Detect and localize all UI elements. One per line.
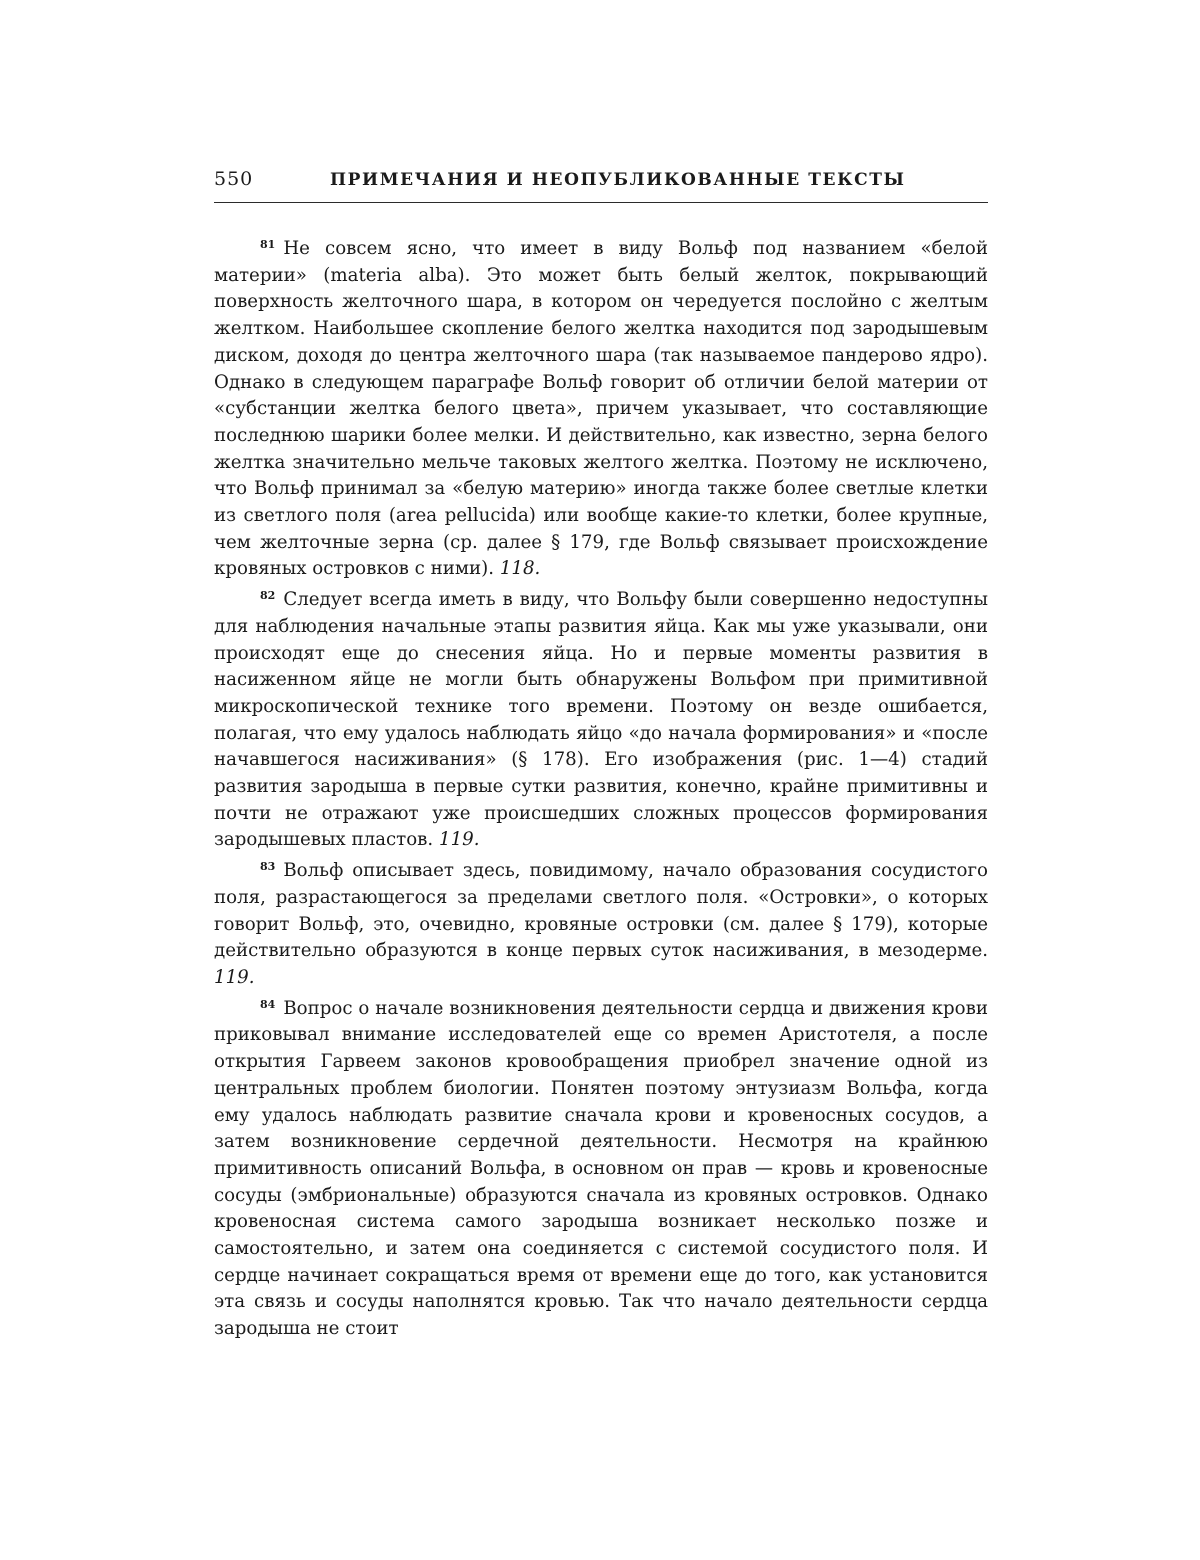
note-page-reference: 118. [500, 558, 541, 579]
note-text: Следует всегда иметь в виду, что Вольфу были совершенно недоступны для наблюдения начальные этапы развития яйца. Как мы уже указывали, они происходят еще до снесения яйца. Но и первые моменты развития в насиженном яйце не могли быть обнаружены Вольфом при примитивной микроскопической технике того времени. Поэтому он везде ошибается, полагая, что ему удалось наблюдать яйцо «до начала формирования» и «после начавшегося насиживания» (§ 178). Его изображения (рис. 1—4) стадий развития зародыша в первые сутки развития, конечно, крайне примитивны и почти не отражают уже происшедших сложных процессов формирования зародышевых пластов. [214, 589, 988, 850]
note-84 [214, 992, 988, 1343]
page-number: 550 [214, 168, 253, 190]
note-82 [214, 583, 988, 854]
note-page-reference: 119. [439, 829, 480, 850]
page-header [214, 168, 988, 204]
note-83 [214, 854, 988, 992]
book-page [0, 0, 1200, 1560]
note-number: 81 [260, 238, 275, 251]
note-text: Вольф описывает здесь, повидимому, начало образования сосудистого поля, разрастающегося за пределами светлого поля. «Островки», о которых говорит Вольф, это, очевидно, кровяные островки (см. далее § 179), которые действительно образуются в конце первых суток насиживания, в мезодерме. [214, 860, 988, 961]
note-number: 83 [260, 860, 275, 873]
running-title: ПРИМЕЧАНИЯ И НЕОПУБЛИКОВАННЫЕ ТЕКСТЫ [330, 170, 906, 190]
header-rule [214, 202, 988, 203]
notes-section [214, 232, 988, 1343]
note-text: Не совсем ясно, что имеет в виду Вольф под названием «белой материи» (materia alba). Это может быть белый желток, покрывающий поверхность желточного шара, в котором он чередуется послойно с желтым желтком. Наибольшее скопление белого желтка находится под зародышевым диском, доходя до центра желточного шара (так называемое пандерово ядро). Однако в следующем параграфе Вольф говорит об отличии белой материи от «субстанции желтка белого цвета», причем указывает, что составляющие последнюю шарики более мелки. И действительно, как известно, зерна белого желтка значительно мельче таковых желтого желтка. Поэтому не исключено, что Вольф принимал за «белую материю» иногда также более светлые клетки из светлого поля (area pellucida) или вообще какие-то клетки, более крупные, чем желточные зерна (ср. далее § 179, где Вольф связывает происхождение кровяных островков с ними). [214, 238, 988, 579]
note-81 [214, 232, 988, 583]
note-text: Вопрос о начале возникновения деятельности сердца и движения крови приковывал внимание исследователей еще со времен Аристотеля, а после открытия Гарвеем законов кровообращения приобрел значение одной из центральных проблем биологии. Понятен поэтому энтузиазм Вольфа, когда ему удалось наблюдать развитие сначала крови и кровеносных сосудов, а затем возникновение сердечной деятельности. Несмотря на крайнюю примитивность описаний Вольфа, в основном он прав — кровь и кровеносные сосуды (эмбриональные) образуются сначала из кровяных островков. Однако кровеносная система самого зародыша возникает несколько позже и самостоятельно, и затем она соединяется с системой сосудистого поля. И сердце начинает сокращаться время от времени еще до того, как установится эта связь и сосуды наполнятся кровью. Так что начало деятельности сердца зародыша не стоит [214, 998, 988, 1339]
note-page-reference: 119. [214, 967, 255, 988]
note-number: 84 [260, 998, 275, 1011]
note-number: 82 [260, 589, 275, 602]
